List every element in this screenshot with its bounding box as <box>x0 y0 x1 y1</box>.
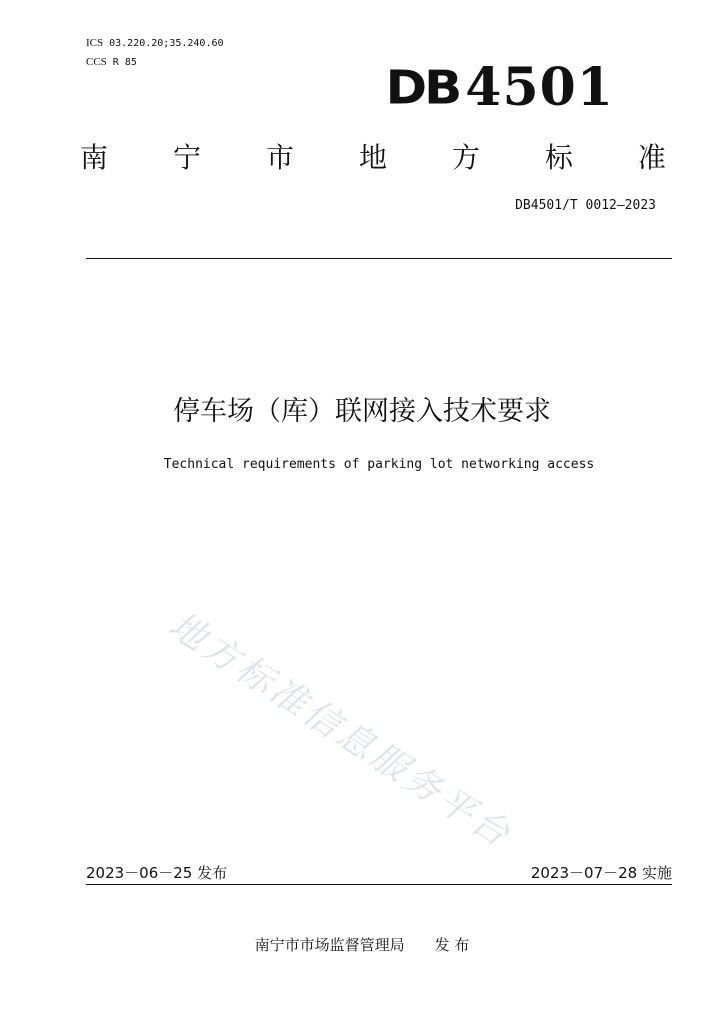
standard-type-char: 标 <box>544 141 573 174</box>
standard-type-char: 方 <box>451 141 480 174</box>
publisher: 南宁市市场监督管理局 发 布 <box>254 936 470 954</box>
ics-row <box>86 34 224 53</box>
standard-type <box>80 138 666 178</box>
ccs-value: R 85 <box>112 57 137 68</box>
db-logo <box>386 58 614 118</box>
ics-value: 03.220.20;35.240.60 <box>109 38 224 49</box>
standard-type-char: 准 <box>637 141 666 174</box>
standard-type-char: 市 <box>265 141 294 174</box>
classification-codes <box>86 34 224 72</box>
implementation-date: 2023－07－28 实施 <box>530 864 672 882</box>
ccs-label: CCS <box>86 56 107 68</box>
db-logo-prefix: DB <box>385 61 460 115</box>
standard-number: DB4501/T 0012—2023 <box>515 198 656 213</box>
watermark: 地方标准信息服务平台 <box>161 604 520 857</box>
standard-type-char: 宁 <box>172 141 201 174</box>
db-logo-code: 4501 <box>465 57 614 118</box>
top-divider <box>86 258 672 259</box>
standard-type-char: 南 <box>80 141 109 174</box>
standard-type-char: 地 <box>358 141 387 174</box>
issue-date: 2023－06－25 发布 <box>86 864 228 882</box>
document-title-chinese: 停车场（库）联网接入技术要求 <box>173 396 551 427</box>
bottom-divider <box>86 884 672 885</box>
document-title-english: Technical requirements of parking lot networking access <box>163 457 595 472</box>
ics-label: ICS <box>86 37 104 49</box>
ccs-row <box>86 53 224 72</box>
